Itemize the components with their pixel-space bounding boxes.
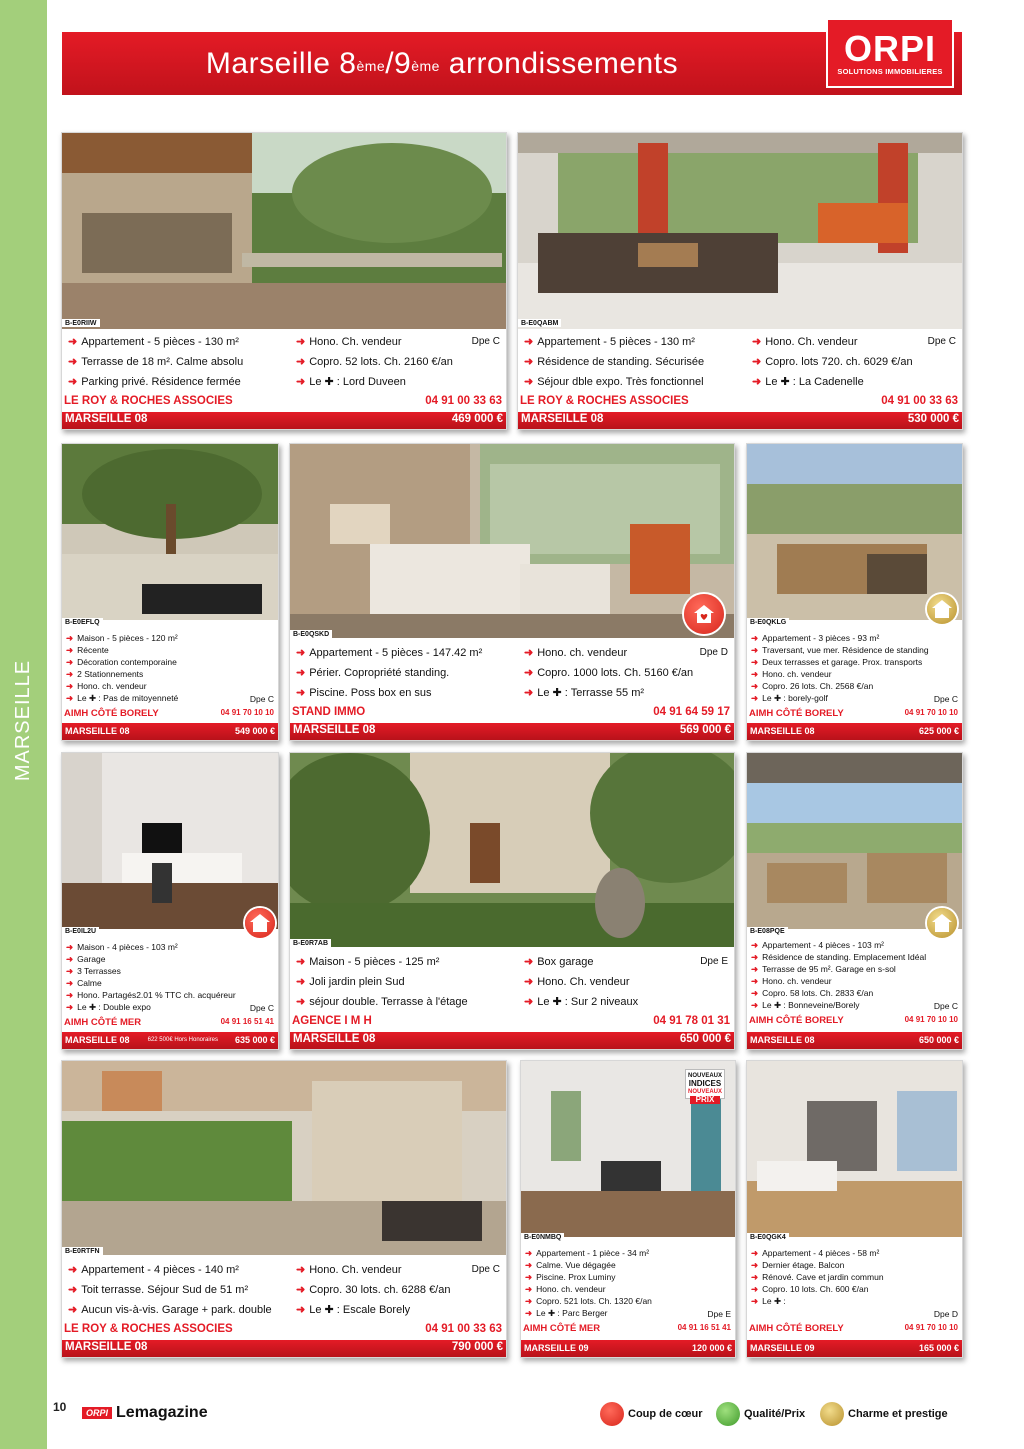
price-bar	[747, 723, 962, 740]
listing-line: ➜ Appartement - 4 pièces - 140 m²	[68, 1264, 239, 1276]
listing-photo	[62, 753, 278, 929]
listing-line: ➜ Le ✚ : Escale Borely	[296, 1304, 411, 1316]
listing-line: ➜ Le ✚ : Pas de mitoyenneté	[66, 693, 179, 703]
orpi-logo: ORPI SOLUTIONS IMMOBILIERES	[826, 18, 954, 88]
dpe-label: Dpe C	[933, 694, 958, 704]
listing-line: ➜ Le ✚ : Parc Berger	[525, 1308, 608, 1318]
legend-charme-prestige: Charme et prestige	[820, 1402, 948, 1426]
agency-phone[interactable]: 04 91 16 51 41	[220, 1017, 274, 1026]
listing-card[interactable]	[289, 752, 735, 1050]
listing-line: ➜ Le ✚ :	[751, 1296, 786, 1306]
listing-line: ➜ Résidence de standing. Sécurisée	[524, 356, 705, 368]
listing-line: ➜ Piscine. Poss box en sus	[296, 687, 432, 699]
price-bar	[290, 723, 734, 740]
listing-photo	[62, 133, 506, 329]
listing-line: ➜ Hono. Ch. vendeur	[296, 336, 402, 348]
listing-line: ➜ Appartement - 5 pièces - 130 m²	[524, 336, 695, 348]
listing-city: MARSEILLE 08	[293, 724, 376, 736]
agency-name[interactable]: AIMH CÔTÉ BORELY	[749, 1015, 844, 1026]
listing-line: ➜ Piscine. Prox Luminy	[525, 1272, 616, 1282]
listing-city: MARSEILLE 08	[750, 1035, 815, 1045]
listing-ref: B-E0EFLQ	[62, 618, 103, 626]
listing-photo	[747, 444, 962, 620]
listing-line: ➜ Calme	[66, 978, 102, 988]
listing-card[interactable]	[520, 1060, 736, 1358]
listing-line: ➜ Hono. Partagés2.01 % TTC ch. acquéreur	[66, 990, 236, 1000]
listing-line: ➜ Dernier étage. Balcon	[751, 1260, 845, 1270]
listing-line: ➜ 3 Terrasses	[66, 966, 121, 976]
listing-line: ➜ Joli jardin plein Sud	[296, 976, 405, 988]
dpe-label: Dpe C	[471, 336, 500, 347]
nouveaux-prix-promo: NOUVEAUX INDICES NOUVEAUX PRIX	[685, 1069, 725, 1099]
listing-line: ➜ Hono. ch. vendeur	[751, 669, 832, 679]
agency-phone[interactable]: 04 91 70 10 10	[904, 708, 958, 717]
listing-price: 625 000 €	[918, 726, 959, 736]
page-number: 10	[53, 1400, 73, 1418]
agency-phone[interactable]: 04 91 78 01 31	[653, 1015, 730, 1027]
listing-line: ➜ séjour double. Terrasse à l'étage	[296, 996, 468, 1008]
agency-name[interactable]: AGENCE I M H	[292, 1015, 372, 1027]
listing-line: ➜ Box garage	[524, 956, 594, 968]
listing-ref: B-E0QKLG	[747, 618, 789, 626]
price-bar	[62, 1340, 506, 1357]
listing-line: ➜ Hono. Ch. vendeur	[296, 1264, 402, 1276]
dpe-label: Dpe D	[933, 1309, 958, 1319]
listing-ref: B-E0IL2U	[62, 927, 99, 935]
dpe-label: Dpe D	[699, 647, 728, 658]
agency-phone[interactable]: 04 91 00 33 63	[881, 395, 958, 407]
listing-line: ➜ Hono. ch. vendeur	[524, 647, 628, 659]
listing-line: ➜ Appartement - 3 pièces - 93 m²	[751, 633, 880, 643]
listing-ref: B-E08PQE	[747, 927, 788, 935]
listing-price: 569 000 €	[679, 724, 731, 736]
listing-ref: B-E0R7AB	[290, 939, 331, 947]
coup-de-coeur-badge	[245, 908, 275, 938]
listing-card[interactable]	[517, 132, 963, 430]
listing-ref: B-E0QGK4	[747, 1233, 789, 1241]
listing-line: ➜ Copro. 1000 lots. Ch. 5160 €/an	[524, 667, 694, 679]
legend-qualite-prix: Qualité/Prix	[716, 1402, 805, 1426]
listing-line: ➜ Périer. Copropriété standing.	[296, 667, 450, 679]
listing-line: ➜ Le ✚ : Terrasse 55 m²	[524, 687, 645, 699]
listing-price: 790 000 €	[451, 1341, 503, 1353]
listing-price: 635 000 €	[234, 1035, 275, 1045]
listing-price: 650 000 €	[918, 1035, 959, 1045]
listing-line: ➜ Toit terrasse. Séjour Sud de 51 m²	[68, 1284, 249, 1296]
listing-city: MARSEILLE 08	[65, 1035, 130, 1045]
agency-name[interactable]: AIMH CÔTÉ MER	[64, 1017, 142, 1028]
agency-phone[interactable]: 04 91 70 10 10	[904, 1015, 958, 1024]
listing-card[interactable]	[289, 443, 735, 741]
listing-line: ➜ Séjour dble expo. Très fonctionnel	[524, 376, 704, 388]
listing-line: ➜ Garage	[66, 954, 106, 964]
agency-phone[interactable]: 04 91 70 10 10	[220, 708, 274, 717]
listing-line: ➜ Copro. lots 720. ch. 6029 €/an	[752, 356, 913, 368]
agency-name[interactable]: AIMH CÔTÉ BORELY	[749, 708, 844, 719]
price-bar	[747, 1340, 962, 1357]
listing-line: ➜ Décoration contemporaine	[66, 657, 177, 667]
charme-et-prestige-badge	[927, 908, 957, 938]
listing-city: MARSEILLE 08	[65, 1341, 148, 1353]
price-bar	[62, 1032, 278, 1049]
price-bar	[290, 1032, 734, 1049]
listing-line: ➜ Calme. Vue dégagée	[525, 1260, 616, 1270]
listing-ref: B-E0RTFN	[62, 1247, 103, 1255]
listing-line: ➜ 2 Stationnements	[66, 669, 144, 679]
dpe-label: Dpe E	[700, 956, 728, 967]
agency-name[interactable]: AIMH CÔTÉ MER	[523, 1323, 601, 1334]
listing-line: ➜ Le ✚ : Sur 2 niveaux	[524, 996, 639, 1008]
dpe-label: Dpe C	[933, 1001, 958, 1011]
thumb-house-icon	[716, 1402, 740, 1426]
listing-price: 530 000 €	[907, 413, 959, 425]
listing-ref: B-E0RIIW	[62, 319, 100, 327]
page-header	[62, 27, 962, 95]
listing-city: MARSEILLE 08	[293, 1033, 376, 1045]
coup-de-coeur-badge	[684, 594, 724, 634]
listing-card[interactable]	[61, 1060, 507, 1358]
dpe-label: Dpe C	[471, 1264, 500, 1275]
listing-line: ➜ Hono. Ch. vendeur	[752, 336, 858, 348]
listing-city: MARSEILLE 09	[524, 1343, 589, 1353]
listing-line: ➜ Copro. 10 lots. Ch. 600 €/an	[751, 1284, 869, 1294]
listing-line: ➜ Appartement - 4 pièces - 103 m²	[751, 940, 885, 950]
listing-photo	[62, 444, 278, 620]
listing-city: MARSEILLE 09	[750, 1343, 815, 1353]
listing-ref: B-E0NMBQ	[521, 1233, 564, 1241]
listing-line: ➜ Aucun vis-à-vis. Garage + park. double	[68, 1304, 272, 1316]
legend-coup-de-coeur: Coup de cœur	[600, 1402, 703, 1426]
listing-city: MARSEILLE 08	[750, 726, 815, 736]
listing-city: MARSEILLE 08	[65, 413, 148, 425]
listing-line: ➜ Maison - 4 pièces - 103 m²	[66, 942, 178, 952]
listing-line: ➜ Copro. 521 lots. Ch. 1320 €/an	[525, 1296, 652, 1306]
listing-photo	[290, 753, 734, 947]
house-star-icon	[930, 911, 954, 935]
heart-house-icon	[600, 1402, 624, 1426]
listing-line: ➜ Maison - 5 pièces - 120 m²	[66, 633, 178, 643]
agency-name[interactable]: AIMH CÔTÉ BORELY	[749, 1323, 844, 1334]
listing-price: 469 000 €	[451, 413, 503, 425]
listing-line: ➜ Appartement - 1 pièce - 34 m²	[525, 1248, 650, 1258]
listing-line: ➜ Le ✚ : Double expo	[66, 1002, 151, 1012]
house-heart-icon	[248, 911, 272, 935]
charme-et-prestige-badge	[927, 594, 957, 624]
listing-card[interactable]	[61, 132, 507, 430]
listing-line: ➜ Le ✚ : Bonneveine/Borely	[751, 1000, 860, 1010]
listing-line: ➜ Terrasse de 18 m². Calme absolu	[68, 356, 244, 368]
listing-line: ➜ Copro. 52 lots. Ch. 2160 €/an	[296, 356, 453, 368]
listing-ref: B-E0QABM	[518, 319, 561, 327]
page-title: Marseille 8 $^{ème}$ /9 $^{ème}$ arrondissements	[205, 46, 679, 80]
listing-line: ➜ Appartement - 4 pièces - 58 m²	[751, 1248, 880, 1258]
listing-line: ➜ Le ✚ : Lord Duveen	[296, 376, 406, 388]
listing-line: ➜ Traversant, vue mer. Résidence de standing	[751, 645, 929, 655]
listing-line: ➜ Appartement - 5 pièces - 130 m²	[68, 336, 239, 348]
listing-price: 120 000 €	[691, 1343, 732, 1353]
price-bar	[62, 412, 506, 429]
side-label: MARSEILLE	[12, 659, 35, 781]
house-heart-icon	[692, 602, 716, 626]
listing-line: ➜ Rénové. Cave et jardin commun	[751, 1272, 884, 1282]
agency-name[interactable]: AIMH CÔTÉ BORELY	[64, 708, 159, 719]
agency-phone[interactable]: 04 91 00 33 63	[425, 395, 502, 407]
listing-line: ➜ Hono. ch. vendeur	[751, 976, 832, 986]
listing-line: ➜ Hono. ch. vendeur	[525, 1284, 606, 1294]
dpe-label: Dpe E	[707, 1309, 731, 1319]
listing-card[interactable]	[746, 752, 963, 1050]
listing-city: MARSEILLE 08	[521, 413, 604, 425]
listing-city: MARSEILLE 08	[65, 726, 130, 736]
star-house-icon	[820, 1402, 844, 1426]
listing-photo	[747, 753, 962, 929]
price-bar	[521, 1340, 735, 1357]
agency-phone[interactable]: 04 91 70 10 10	[904, 1323, 958, 1332]
listing-line: ➜ Terrasse de 95 m². Garage en s-sol	[751, 964, 896, 974]
agency-name[interactable]: LE ROY & ROCHES ASSOCIES	[64, 1323, 233, 1335]
listing-photo	[62, 1061, 506, 1255]
listing-line: ➜ Le ✚ : borely-golf	[751, 693, 828, 703]
listing-line: ➜ Récente	[66, 645, 109, 655]
listing-price: 549 000 €	[234, 726, 275, 736]
fee-note: 622 500€ Hors Honoraires	[147, 1037, 218, 1043]
listing-line: ➜ Copro. 58 lots. Ch. 2833 €/an	[751, 988, 874, 998]
listing-price: 165 000 €	[918, 1343, 959, 1353]
mag-title: Lemagazine	[116, 1404, 208, 1421]
magazine-brand	[82, 1404, 208, 1422]
listing-line: ➜ Le ✚ : La Cadenelle	[752, 376, 864, 388]
listing-line: ➜ Résidence de standing. Emplacement Idéal	[751, 952, 927, 962]
dpe-label: Dpe C	[249, 694, 274, 704]
agency-phone[interactable]: 04 91 00 33 63	[425, 1323, 502, 1335]
listing-line: ➜ Deux terrasses et garage. Prox. transports	[751, 657, 923, 667]
listing-line: ➜ Copro. 30 lots. ch. 6288 €/an	[296, 1284, 451, 1296]
listing-card[interactable]	[746, 1060, 963, 1358]
listing-line: ➜ Hono. ch. vendeur	[66, 681, 147, 691]
listing-ref: B-E0QSKD	[290, 630, 332, 638]
price-bar	[518, 412, 962, 429]
price-bar	[747, 1032, 962, 1049]
listing-line: ➜ Hono. Ch. vendeur	[524, 976, 630, 988]
agency-phone[interactable]: 04 91 64 59 17	[653, 706, 730, 718]
listing-card[interactable]	[61, 752, 279, 1050]
listing-line: ➜ Copro. 26 lots. Ch. 2568 €/an	[751, 681, 874, 691]
mag-logo: ORPI	[82, 1407, 112, 1419]
listing-line: ➜ Parking privé. Résidence fermée	[68, 376, 241, 388]
agency-name[interactable]: STAND IMMO	[292, 706, 366, 718]
listing-photo	[518, 133, 962, 329]
listing-price: 650 000 €	[679, 1033, 731, 1045]
listing-card[interactable]	[746, 443, 963, 741]
agency-name[interactable]: LE ROY & ROCHES ASSOCIES	[520, 395, 689, 407]
dpe-label: Dpe C	[249, 1003, 274, 1013]
price-bar	[62, 723, 278, 740]
agency-name[interactable]: LE ROY & ROCHES ASSOCIES	[64, 395, 233, 407]
listing-line: ➜ Maison - 5 pièces - 125 m²	[296, 956, 440, 968]
listing-card[interactable]	[61, 443, 279, 741]
agency-phone[interactable]: 04 91 16 51 41	[677, 1323, 731, 1332]
listing-photo	[290, 444, 734, 638]
listing-line: ➜ Appartement - 5 pièces - 147.42 m²	[296, 647, 483, 659]
listing-photo	[747, 1061, 962, 1237]
dpe-label: Dpe C	[927, 336, 956, 347]
house-star-icon	[930, 597, 954, 621]
